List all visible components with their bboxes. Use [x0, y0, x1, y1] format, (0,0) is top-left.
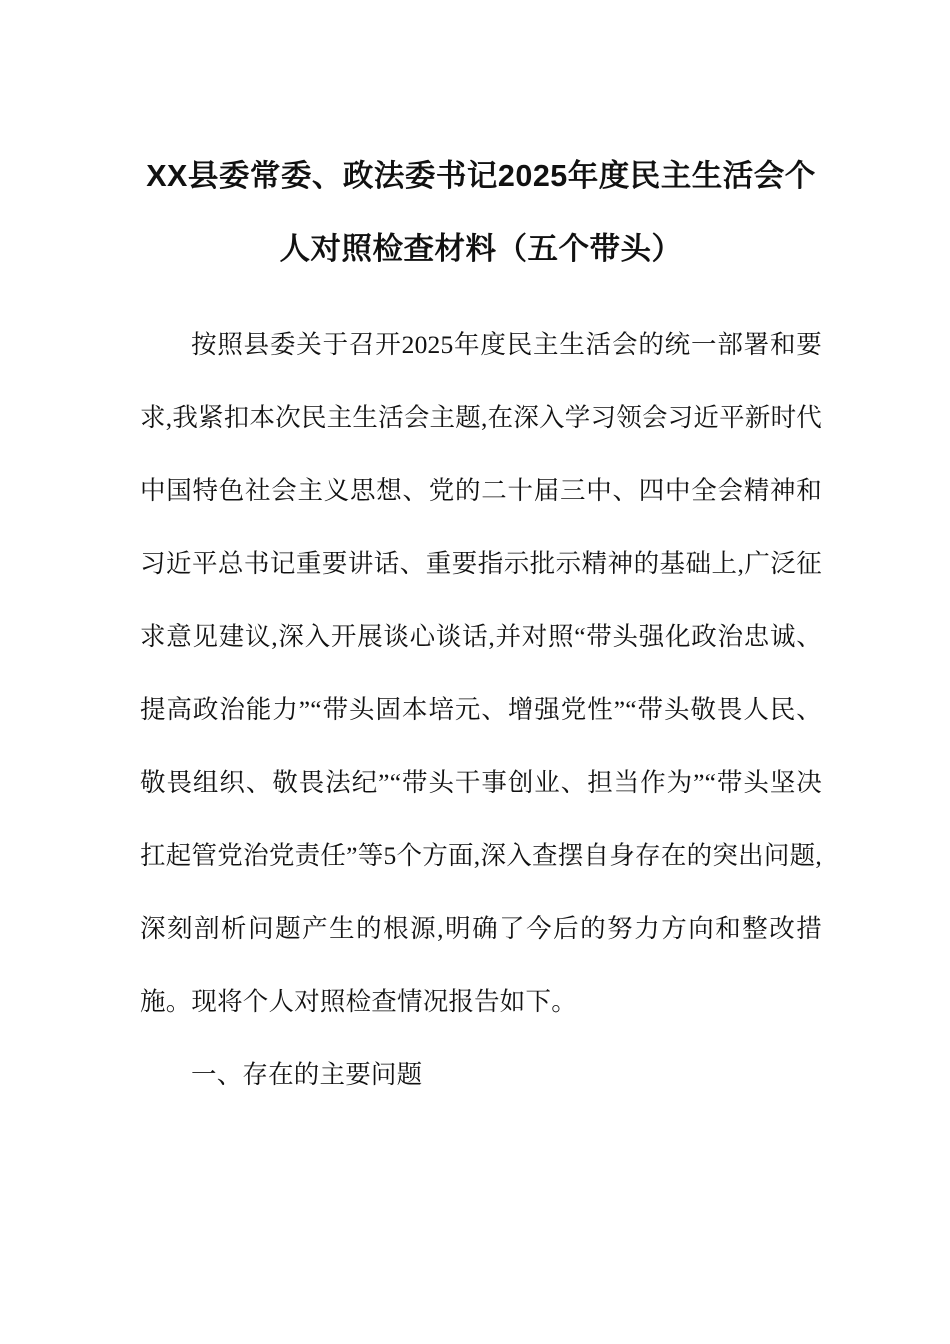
section-heading-main-problems: 一、存在的主要问题	[191, 1060, 423, 1089]
body-paragraph: 按照县委关于召开2025年度民主生活会的统一部署和要求,我紧扣本次民主生活会主题,在深入学习领会习近平新时代中国特色社会主义思想、党的二十届三中、四中全会精神和习近平总书记重要讲话、重要指示批示精神的基础上,广泛征求意见建议,深入开展谈心谈话,并对照“带头强化政治忠诚、提高政治能力”“带头固本培元、增强党性”“带头敬畏人民、敬畏组织、敬畏法纪”“带头干事创业、担当作为”“带头坚决扛起管党治党责任”等5个方面,深入查摆自身存在的突出问题,深刻剖析问题产生的根源,明确了今后的努力方向和整改措施。现将个人对照检查情况报告如下。	[140, 330, 822, 1016]
page-title: XX县委常委、政法委书记2025年度民主生活会个人对照检查材料（五个带头）	[146, 159, 816, 266]
